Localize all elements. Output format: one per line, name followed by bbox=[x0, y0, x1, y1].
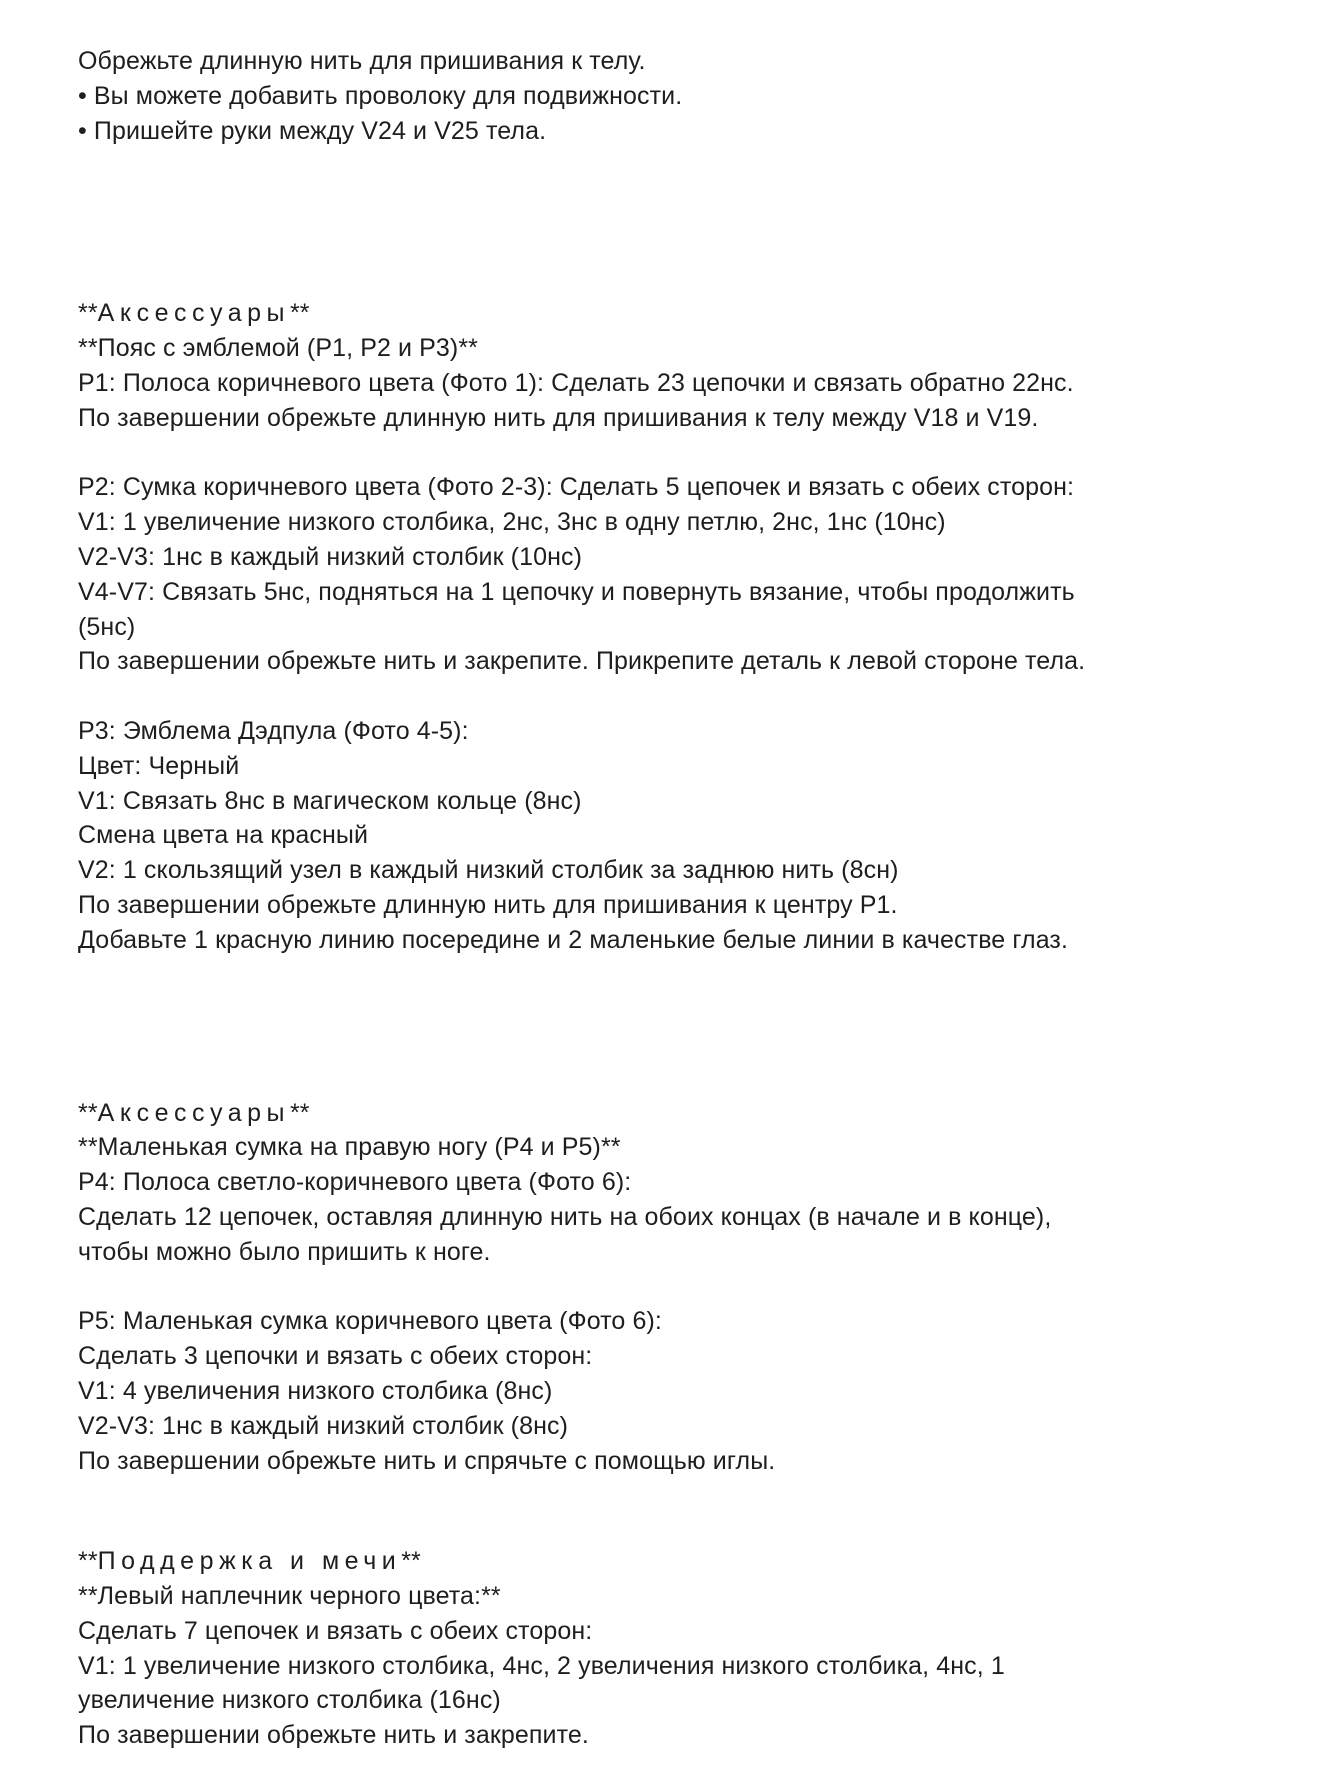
text-line: Добавьте 1 красную линию посередине и 2 маленькие белые линии в качестве глаз. bbox=[78, 925, 1069, 954]
spacer bbox=[78, 958, 1258, 1096]
text-line: увеличение низкого столбика (16нс) bbox=[78, 1686, 501, 1715]
text-line: V1: 1 увеличение низкого столбика, 2нс, 3нс в одну петлю, 2нс, 1нс (10нс) bbox=[78, 508, 946, 537]
text-line: V2: 1 скользящий узел в каждый низкий столбик за заднюю нить (8сн) bbox=[78, 856, 899, 885]
text-line: P4: Полоса светло-коричневого цвета (Фото 6): bbox=[78, 1168, 632, 1197]
text-line: V1: 4 увеличения низкого столбика (8нс) bbox=[78, 1376, 553, 1405]
text-line: По завершении обрежьте длинную нить для пришивания к центру P1. bbox=[78, 890, 898, 919]
section-heading-accessories-1: **Аксессуары** bbox=[78, 299, 310, 328]
text-line: Обрежьте длинную нить для пришивания к телу. bbox=[78, 47, 646, 75]
spacer bbox=[78, 1478, 1258, 1544]
spacer bbox=[78, 436, 1258, 471]
text-line: По завершении обрежьте длинную нить для пришивания к телу между V18 и V19. bbox=[78, 403, 1039, 432]
bullet-line: • Пришейте руки между V24 и V25 тела. bbox=[78, 116, 547, 145]
section-subheading: **Пояс с эмблемой (P1, P2 и P3)** bbox=[78, 334, 479, 363]
text-line: V4-V7: Связать 5нс, подняться на 1 цепочку и повернуть вязание, чтобы продолжить bbox=[78, 577, 1075, 606]
text-line: P3: Эмблема Дэдпула (Фото 4-5): bbox=[78, 716, 469, 745]
text-line: P2: Сумка коричневого цвета (Фото 2-3): Сделать 5 цепочек и вязать с обеих сторон: bbox=[78, 473, 1075, 502]
spacer bbox=[78, 1270, 1258, 1305]
document-page bbox=[78, 44, 1258, 1753]
text-line: V2-V3: 1нс в каждый низкий столбик (8нс) bbox=[78, 1411, 569, 1440]
spacer bbox=[78, 148, 1258, 296]
text-line: P1: Полоса коричневого цвета (Фото 1): Сделать 23 цепочки и связать обратно 22нс. bbox=[78, 368, 1074, 397]
text-line: P5: Маленькая сумка коричневого цвета (Фото 6): bbox=[78, 1307, 662, 1336]
text-line: По завершении обрежьте нить и спрячьте с помощью иглы. bbox=[78, 1446, 776, 1475]
text-line: V1: 1 увеличение низкого столбика, 4нс, 2 увеличения низкого столбика, 4нс, 1 bbox=[78, 1651, 1005, 1680]
text-line: V2-V3: 1нс в каждый низкий столбик (10нс) bbox=[78, 542, 583, 571]
text-line: Сделать 3 цепочки и вязать с обеих сторон: bbox=[78, 1342, 593, 1371]
text-line: Сделать 12 цепочек, оставляя длинную нить на обоих концах (в начале и в конце), bbox=[78, 1202, 1052, 1231]
text-line: Смена цвета на красный bbox=[78, 821, 369, 850]
text-line: Цвет: Черный bbox=[78, 751, 240, 780]
text-line: По завершении обрежьте нить и закрепите. Прикрепите деталь к левой стороне тела. bbox=[78, 647, 1086, 676]
section-heading-accessories-2: **Аксессуары** bbox=[78, 1098, 310, 1127]
text-line: чтобы можно было пришить к ноге. bbox=[78, 1237, 491, 1266]
text-line: По завершении обрежьте нить и закрепите. bbox=[78, 1721, 589, 1750]
section-subheading: **Левый наплечник черного цвета:** bbox=[78, 1582, 501, 1611]
text-line: (5нс) bbox=[78, 612, 136, 641]
spacer bbox=[78, 679, 1258, 714]
text-line: Сделать 7 цепочек и вязать с обеих сторон: bbox=[78, 1616, 593, 1645]
section-subheading: **Маленькая сумка на правую ногу (P4 и P5)** bbox=[78, 1133, 621, 1162]
bullet-line: • Вы можете добавить проволоку для подвижности. bbox=[78, 81, 683, 110]
section-heading-support-swords: **Поддержка и мечи** bbox=[78, 1547, 421, 1576]
text-line: V1: Связать 8нс в магическом кольце (8нс) bbox=[78, 786, 582, 815]
